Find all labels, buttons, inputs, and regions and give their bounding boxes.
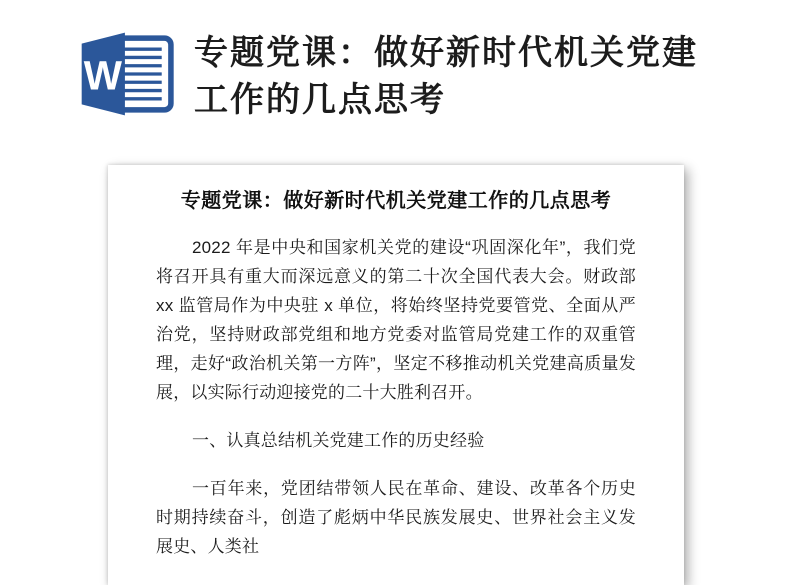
document-paragraph-body: 一百年来，党团结带领人民在革命、建设、改革各个历史时期持续奋斗，创造了彪炳中华民族发展史、世界社会主义发展史、人类社	[156, 479, 636, 556]
document-title: 专题党课：做好新时代机关党建工作的几点思考	[180, 190, 612, 212]
word-icon-svg	[68, 28, 180, 120]
document-header	[68, 28, 748, 124]
page-title: 专题党课：做好新时代机关党建工作的几点思考	[194, 34, 698, 119]
document-paragraph-intro: 2022 年是中央和国家机关党的建设“巩固深化年”，我们党将召开具有重大而深远意义的第二十次全国代表大会。财政部 xx 监管局作为中央驻 x 单位，将始终坚持党要管党、全面从严治党，坚持财政部党组和地方党委对监管局党建工作的双重管理，走好“政治机关第一方阵”，坚定不移推动机关党建高质量发展，以实际行动迎接党的二十大胜利召开。	[156, 238, 636, 402]
word-icon-letter: W	[83, 52, 122, 99]
document-page-preview	[108, 165, 684, 585]
word-icon-text-lines	[124, 49, 162, 99]
document-section-heading: 一、认真总结机关党建工作的历史经验	[192, 431, 485, 450]
word-file-icon	[68, 28, 180, 120]
